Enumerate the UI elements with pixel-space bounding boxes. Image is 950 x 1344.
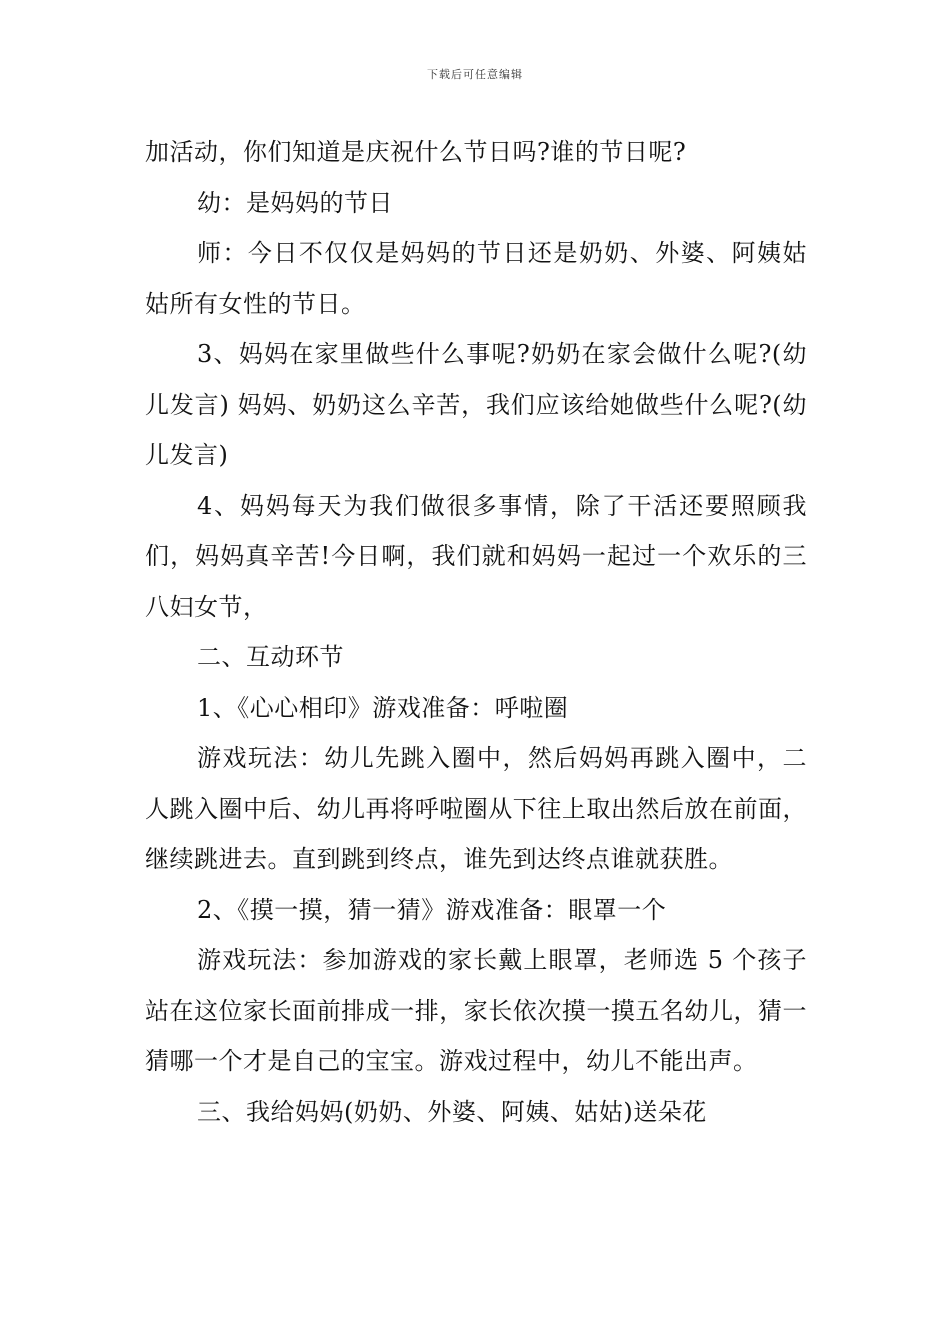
paragraph: 4、妈妈每天为我们做很多事情，除了干活还要照顾我们，妈妈真辛苦!今日啊，我们就和妈妈一起过一个欢乐的三八妇女节， [145,491,807,621]
paragraph: 游戏玩法：幼儿先跳入圈中，然后妈妈再跳入圈中，二人跳入圈中后、幼儿再将呼啦圈从下往上取出然后放在前面，继续跳进去。直到跳到终点，谁先到达终点谁就获胜。 [145,744,807,873]
paragraph: 幼：是妈妈的节日 [197,188,393,217]
paragraph: 游戏玩法：参加游戏的家长戴上眼罩，老师选 5 个孩子站在这位家长面前排成一排，家长依次摸一摸五名幼儿，猜一猜哪一个才是自己的宝宝。游戏过程中，幼儿不能出声。 [145,946,807,1075]
page-header: 下载后可任意编辑 [427,68,523,81]
paragraph: 师：今日不仅仅是妈妈的节日还是奶奶、外婆、阿姨姑姑所有女性的节日。 [145,239,807,318]
game-heading: 2、《摸一摸，猜一猜》游戏准备：眼罩一个 [197,895,667,924]
game-heading: 1、《心心相印》游戏准备：呼啦圈 [197,693,569,722]
section-heading: 三、我给妈妈(奶奶、外婆、阿姨、姑姑)送朵花 [197,1097,707,1126]
paragraph: 3、妈妈在家里做些什么事呢?奶奶在家会做什么呢?(幼儿发言) 妈妈、奶奶这么辛苦，我们应该给她做些什么呢?(幼儿发言) [145,340,807,469]
paragraph: 加活动，你们知道是庆祝什么节日吗?谁的节日呢? [145,138,687,166]
section-heading: 二、互动环节 [197,643,344,671]
document-body [145,127,807,1137]
